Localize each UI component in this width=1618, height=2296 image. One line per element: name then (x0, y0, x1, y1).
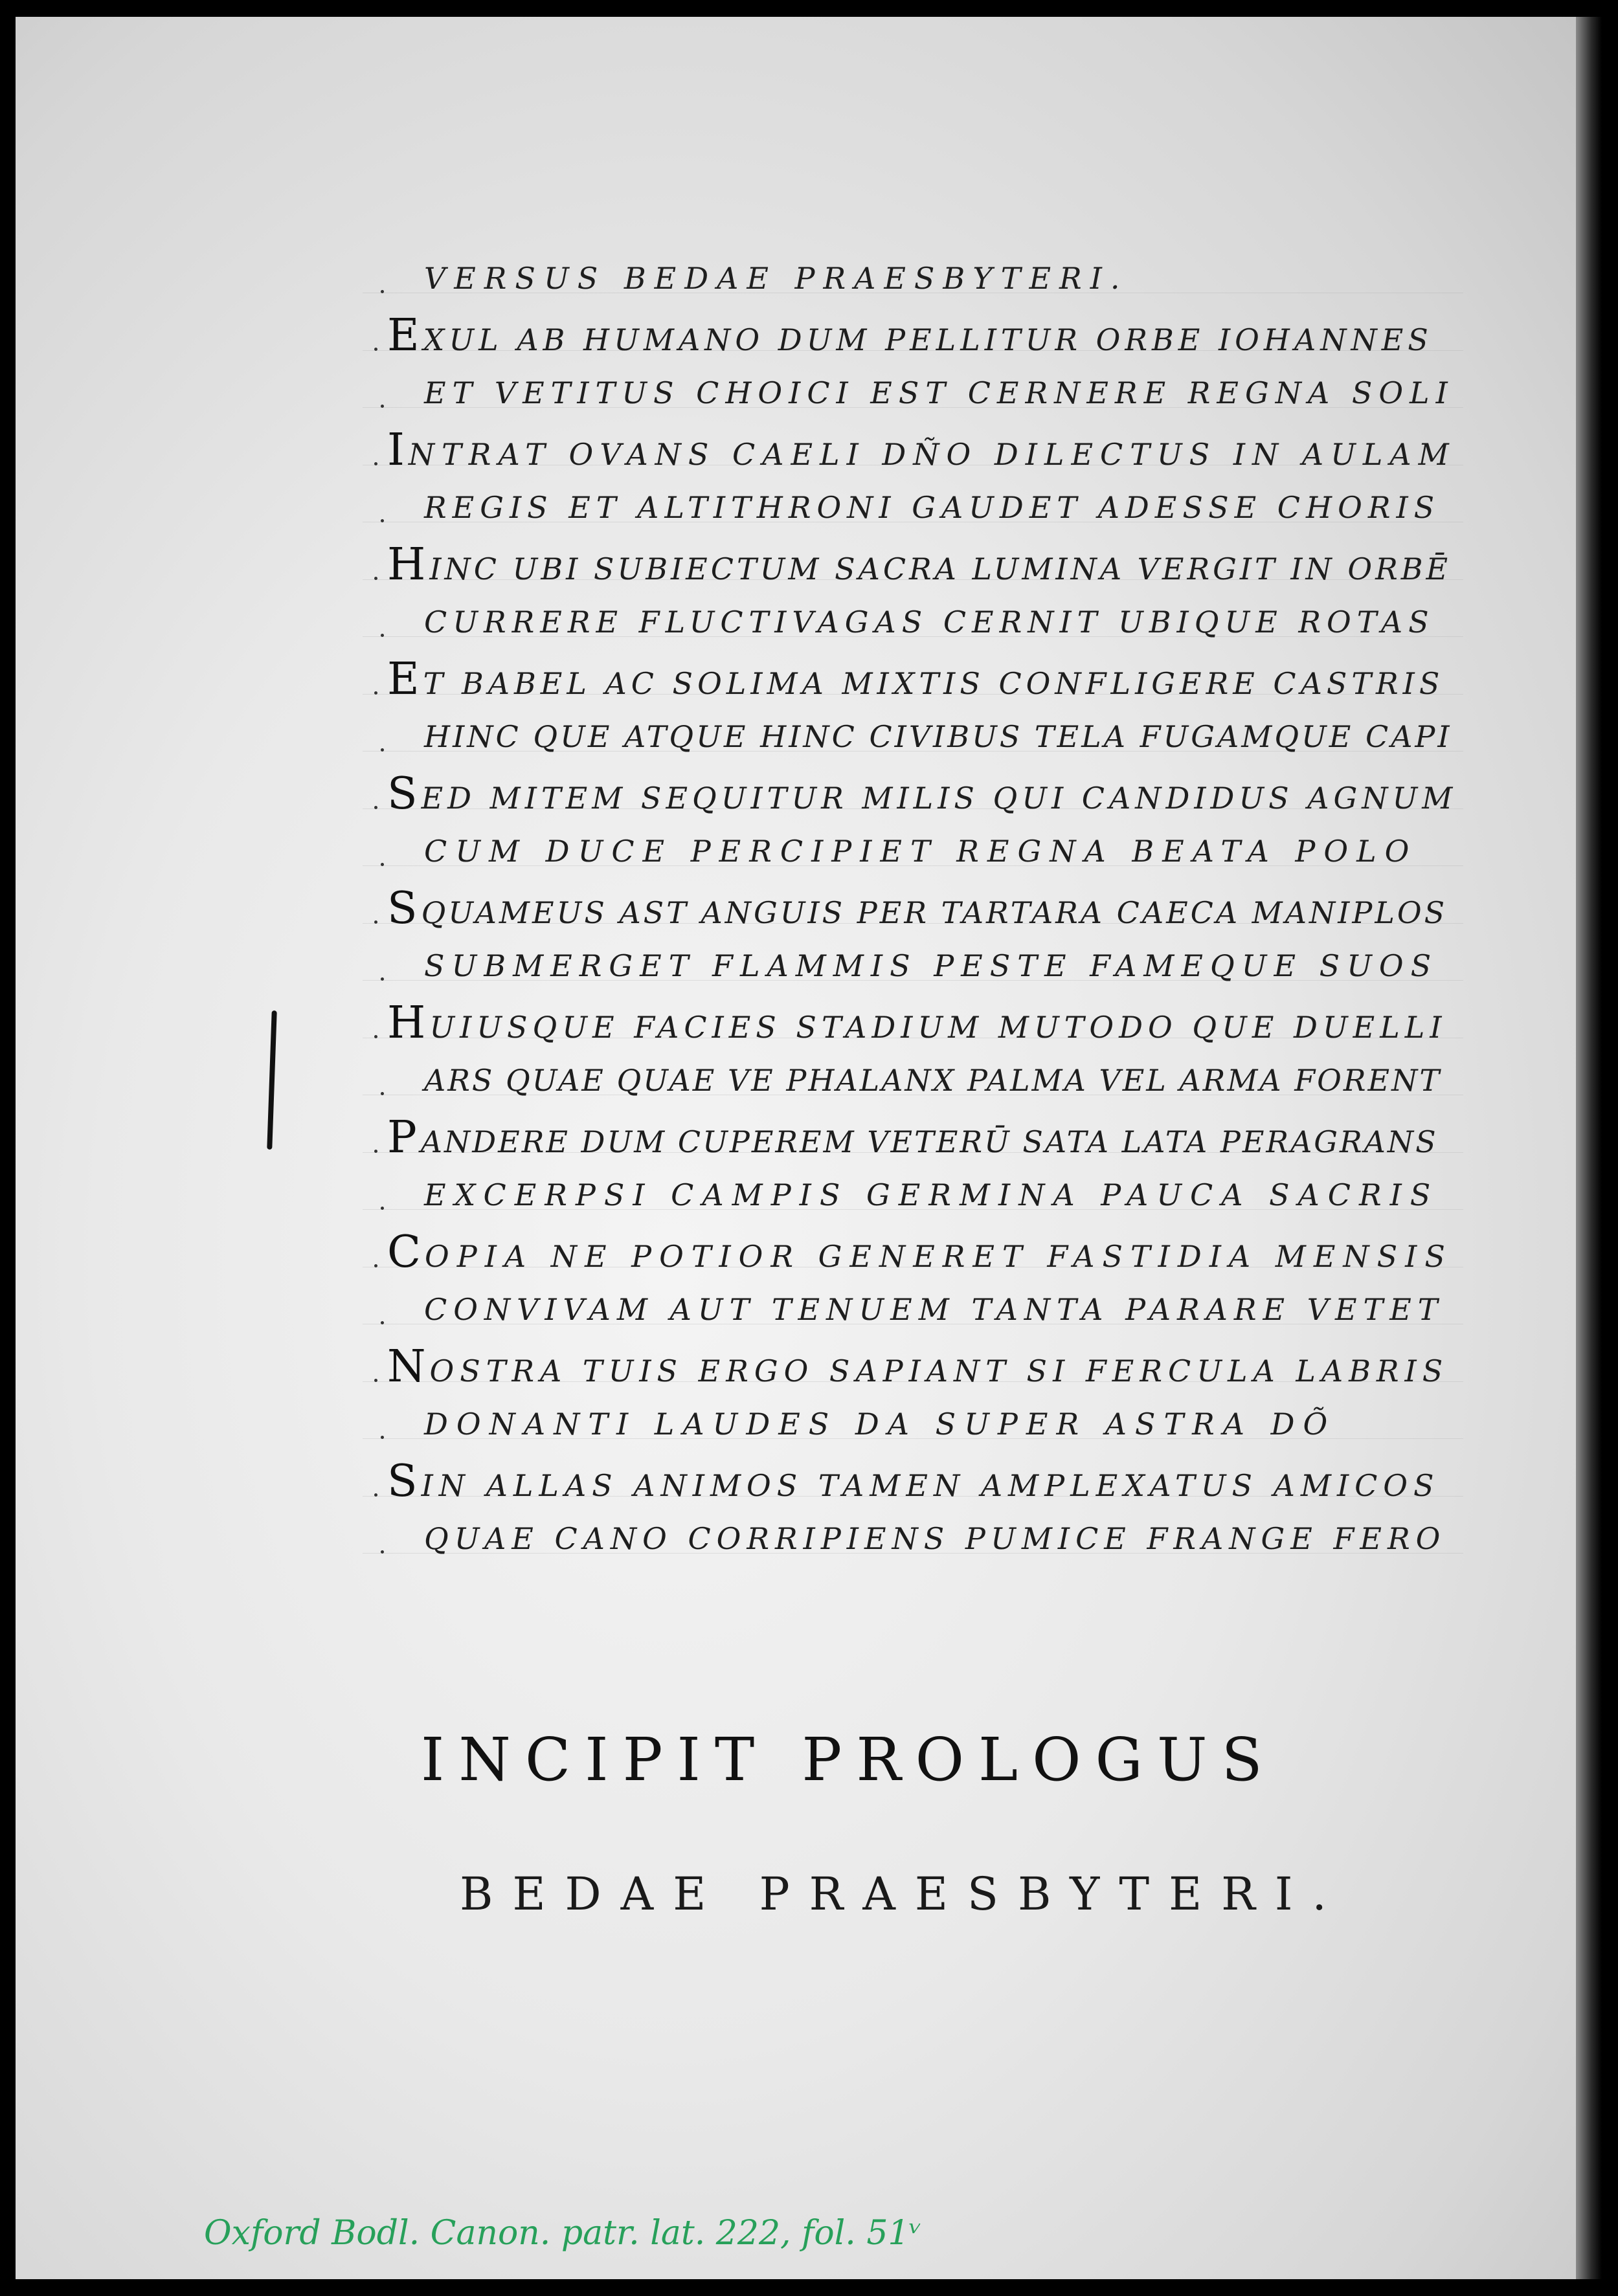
initial-letter: N (387, 1341, 430, 1392)
verse-text: XUL AB HUMANO DUM PELLITUR ORBE IOHANNES (423, 322, 1433, 357)
verse-text: HINC QUE ATQUE HINC CIVIBUS TELA FUGAMQUE CAPI (424, 719, 1452, 754)
verse-text: SUBMERGET FLAMMIS PESTE FAMEQUE SUOS (424, 948, 1439, 983)
pricking-dot (381, 748, 384, 752)
initial-letter: P (387, 1111, 421, 1163)
verse-line (424, 1290, 1444, 1329)
verse-line (387, 539, 1452, 590)
pricking-dot (374, 1264, 377, 1267)
verse-line (387, 882, 1448, 934)
pricking-mark (267, 1010, 276, 1150)
pricking-dot (381, 1092, 384, 1095)
verse-text: ARS QUAE QUAE VE PHALANX PALMA VEL ARMA FORENT (424, 1063, 1442, 1098)
shelfmark-annotation: Oxford Bodl. Canon. patr. lat. 222, fol. 51ᵛ (204, 2214, 922, 2253)
pricking-dot (381, 1321, 384, 1324)
verse-line (424, 946, 1438, 985)
initial-letter: E (387, 309, 423, 361)
verse-text: INC UBI SUBIECTUM SACRA LUMINA VERGIT IN ORBĒ (429, 551, 1452, 586)
verse-line (424, 1405, 1336, 1443)
verse-text: DONANTI LAUDES DA SUPER ASTRA DÕ (424, 1407, 1336, 1442)
verse-line (424, 488, 1440, 527)
verse-text: CURRERE FLUCTIVAGAS CERNIT UBIQUE ROTAS (424, 605, 1435, 640)
pricking-dot (374, 806, 377, 809)
pricking-dot (381, 405, 384, 408)
verse-text: ED MITEM SEQUITUR MILIS QUI CANDIDUS AGNUM (421, 780, 1457, 816)
verse-text: CUM DUCE PERCIPIET REGNA BEATA POLO (424, 834, 1418, 869)
verse-line (424, 1061, 1441, 1100)
pricking-dot (374, 1379, 377, 1382)
verse-text: OPIA NE POTIOR GENERET FASTIDIA MENSIS (425, 1238, 1453, 1274)
pricking-dot (381, 519, 384, 522)
pricking-dot (374, 577, 377, 580)
pricking-dot (381, 290, 384, 293)
verse-line (387, 997, 1447, 1049)
initial-letter: C (387, 1226, 425, 1278)
binding-gutter (1576, 17, 1602, 2279)
pricking-dot (374, 1035, 377, 1038)
pricking-dot (374, 1150, 377, 1153)
verse-line (387, 653, 1444, 705)
verse-line (387, 424, 1456, 476)
verse-text: ET VETITUS CHOICI EST CERNERE REGNA SOLI (424, 375, 1454, 410)
pricking-dot (374, 1493, 377, 1497)
pricking-dot (381, 977, 384, 981)
verse-line (387, 1455, 1440, 1507)
verse-line (387, 1111, 1438, 1163)
verse-text: CONVIVAM AUT TENUEM TANTA PARARE VETET (424, 1292, 1444, 1327)
pricking-dot (381, 863, 384, 866)
pricking-dot (381, 1436, 384, 1439)
initial-letter: H (387, 539, 430, 590)
verse-text: EXCERPSI CAMPIS GERMINA PAUCA SACRIS (424, 1177, 1439, 1212)
verse-text: ANDERE DUM CUPEREM VETERŪ SATA LATA PERAGRANS (420, 1124, 1438, 1159)
pricking-dot (381, 1207, 384, 1210)
pricking-dot (374, 920, 377, 924)
verse-text: VERSUS BEDAE PRAESBYTERI. (424, 261, 1129, 296)
verse-line (387, 309, 1433, 361)
initial-letter: S (387, 768, 421, 819)
heading-subtitle: BEDAE PRAESBYTERI. (460, 1867, 1346, 1921)
verse-line (424, 259, 1128, 298)
verse-text: REGIS ET ALTITHRONI GAUDET ADESSE CHORIS (424, 490, 1441, 525)
verse-line (424, 1176, 1439, 1214)
verse-line (424, 1519, 1446, 1558)
verse-line (387, 768, 1457, 819)
pricking-dot (374, 691, 377, 695)
verse-text: UIUSQUE FACIES STADIUM MUTODO QUE DUELLI (429, 1009, 1447, 1045)
pricking-dot (381, 1550, 384, 1554)
verse-text: OSTRA TUIS ERGO SAPIANT SI FERCULA LABRIS (429, 1353, 1449, 1388)
verse-text: IN ALLAS ANIMOS TAMEN AMPLEXATUS AMICOS (421, 1467, 1440, 1503)
initial-letter: S (387, 1455, 421, 1507)
initial-letter: S (387, 882, 421, 934)
verse-line (424, 832, 1417, 871)
heading-title: INCIPIT PROLOGUS (421, 1725, 1277, 1794)
verse-text: T BABEL AC SOLIMA MIXTIS CONFLIGERE CASTRIS (423, 665, 1444, 701)
initial-letter: I (387, 424, 409, 476)
pricking-dot (374, 462, 377, 465)
verse-text: QUAMEUS AST ANGUIS PER TARTARA CAECA MANIPLOS (421, 895, 1448, 930)
verse-line (424, 373, 1454, 412)
pricking-dot (374, 348, 377, 351)
initial-letter: H (387, 997, 430, 1049)
pricking-dot (381, 634, 384, 637)
verse-text: NTRAT OVANS CAELI DÑO DILECTUS IN AULAM (408, 436, 1456, 472)
verse-text: QUAE CANO CORRIPIENS PUMICE FRANGE FERO (424, 1521, 1446, 1556)
verse-line (387, 1341, 1449, 1392)
verse-line (424, 603, 1435, 641)
verse-line (387, 1226, 1453, 1278)
initial-letter: E (387, 653, 423, 705)
verse-line (424, 717, 1452, 756)
